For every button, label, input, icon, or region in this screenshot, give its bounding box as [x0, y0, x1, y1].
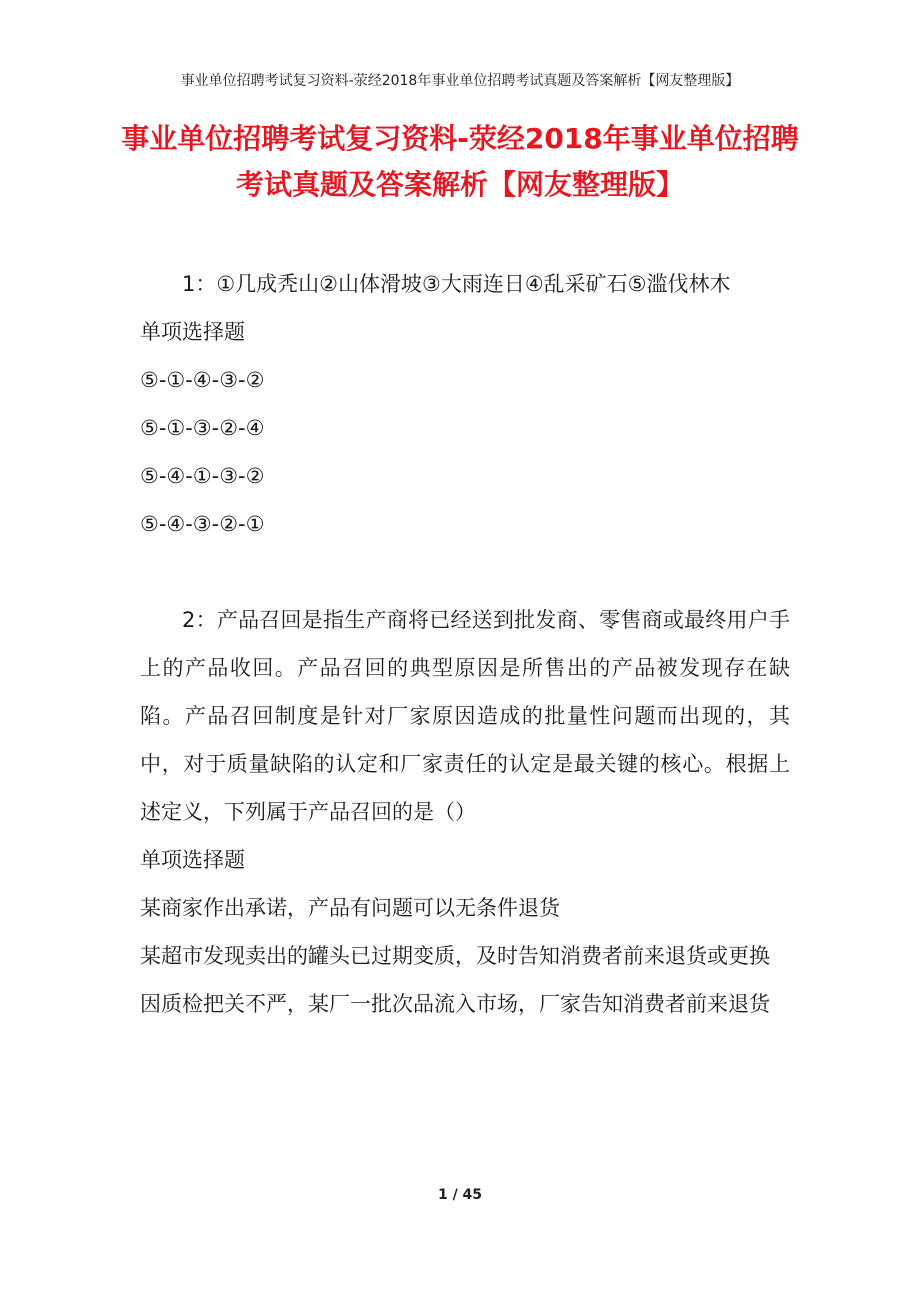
option-item: ⑤-①-④-③-② — [140, 368, 265, 392]
option-item: 某商家作出承诺，产品有问题可以无条件退货 — [140, 896, 560, 920]
option-item: ⑤-①-③-②-④ — [140, 416, 265, 440]
option-item: ⑤-④-③-②-① — [140, 512, 265, 536]
question-stem: 2：产品召回是指生产商将已经送到批发商、零售商或最终用户手上的产品收回。产品召回的典型原因是所售出的产品被发现存在缺陷。产品召回制度是针对厂家原因造成的批量性问题而出现的，其中，对于质量缺陷的认定和厂家责任的认定是最关键的核心。根据上述定义，下列属于产品召回的是（） — [140, 608, 790, 824]
page-number: 1 / 45 — [437, 1187, 483, 1203]
question-type: 单项选择题 — [140, 848, 245, 872]
question-block-2 — [140, 596, 790, 1028]
document-title: 事业单位招聘考试复习资料-荥经2018年事业单位招聘考试真题及答案解析【网友整理版】 — [121, 122, 799, 201]
option-item: 因质检把关不严，某厂一批次品流入市场，厂家告知消费者前来退货 — [140, 992, 770, 1016]
question-stem: 1：①几成秃山②山体滑坡③大雨连日④乱采矿石⑤滥伐林木 — [182, 272, 731, 296]
question-type: 单项选择题 — [140, 320, 245, 344]
running-header: 事业单位招聘考试复习资料-荥经2018年事业单位招聘考试真题及答案解析【网友整理版】 — [180, 73, 740, 89]
question-block-1 — [140, 260, 790, 548]
document-body — [140, 260, 790, 1028]
option-item: 某超市发现卖出的罐头已过期变质，及时告知消费者前来退货或更换 — [140, 944, 770, 968]
option-item: ⑤-④-①-③-② — [140, 464, 265, 488]
question-spacer — [140, 548, 790, 596]
